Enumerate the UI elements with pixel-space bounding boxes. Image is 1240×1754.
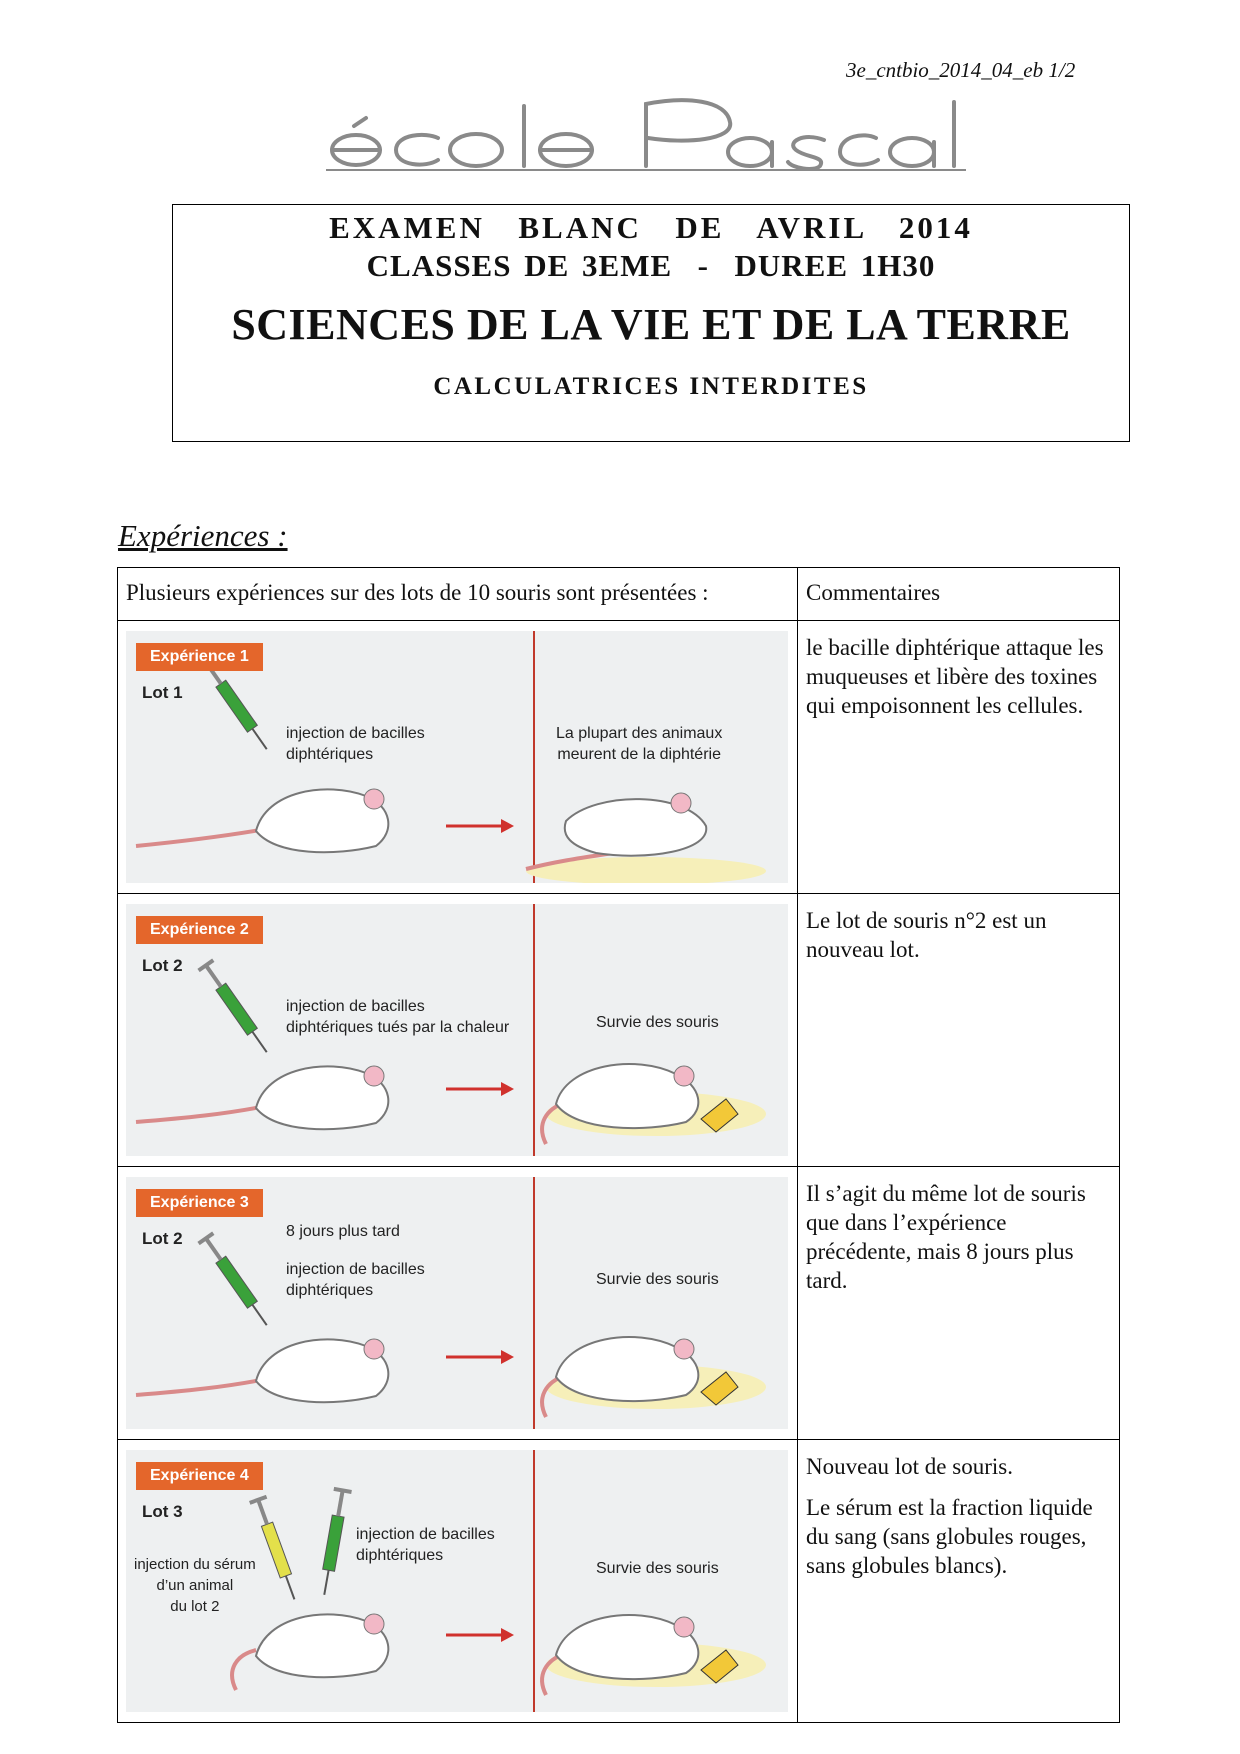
comment-text: le bacille diphtérique attaque les muqueuses et libère des toxines qui empoisonnent les cellules. [806, 635, 1104, 718]
subject-title: SCIENCES DE LA VIE ET DE LA TERRE [231, 300, 1071, 349]
school-logo-drawing [326, 96, 966, 176]
experiment-badge: Expérience 1 [136, 643, 263, 671]
section-title: Expériences : [118, 518, 288, 553]
school-logo [326, 96, 966, 176]
experiment-1-comment [798, 621, 1120, 894]
experiment-badge: Expérience 3 [136, 1189, 263, 1217]
experiment-row-2 [118, 894, 1120, 1167]
experiment-2-comment [798, 894, 1120, 1167]
experiment-figure-cell [118, 621, 798, 894]
mouse-icon [136, 1066, 388, 1129]
table-header-row [118, 568, 1120, 621]
experiment-3-figure [126, 1177, 788, 1429]
experiment-figure-cell [118, 1440, 798, 1723]
serum-label: injection du sérum d’un animal du lot 2 [134, 1556, 256, 1615]
experiment-row-4 [118, 1440, 1120, 1723]
experiment-badge: Expérience 4 [136, 1462, 263, 1490]
mouse-icon [232, 1614, 388, 1690]
comment-text: Le lot de souris n°2 est un nouveau lot. [806, 908, 1047, 962]
experiment-4-comment [798, 1440, 1120, 1723]
experiment-figure-cell [118, 1167, 798, 1440]
injection-label: injection de bacilles diphtériques [356, 1526, 495, 1564]
experiment-2-figure [126, 904, 788, 1156]
exam-header-box [172, 204, 1130, 442]
experiment-badge: Expérience 2 [136, 916, 263, 944]
mouse-icon [136, 1339, 388, 1402]
document-reference: 3e_cntbio_2014_04_eb 1/2 [846, 58, 1076, 82]
experiment-3-comment [798, 1167, 1120, 1440]
col2-header: Commentaires [798, 568, 1120, 621]
experiment-4-figure [126, 1450, 788, 1712]
syringe-icon [197, 959, 274, 1058]
arrow-icon [446, 819, 514, 833]
injection-label: injection de bacilles diphtériques [286, 725, 425, 763]
injection-label: injection de bacilles diphtériques [286, 1261, 425, 1299]
experiment-row-3 [118, 1167, 1120, 1440]
calculator-notice: CALCULATRICES INTERDITES [433, 373, 869, 400]
comment-text: Il s’agit du même lot de souris que dans l’expérience précédente, mais 8 jours plus tard. [806, 1181, 1086, 1293]
mouse-icon [136, 789, 388, 852]
syringe-icon [315, 1487, 351, 1596]
arrow-icon [446, 1082, 514, 1096]
arrow-icon [446, 1350, 514, 1364]
experiment-figure-cell [118, 894, 798, 1167]
class-duration: CLASSES DE 3EME - DUREE 1H30 [366, 248, 936, 283]
delay-label: 8 jours plus tard [286, 1223, 400, 1240]
experiment-row-1 [118, 621, 1120, 894]
serum-syringe-icon [249, 1495, 303, 1603]
lot-label: Lot 1 [142, 683, 183, 702]
result-label: Survie des souris [596, 1560, 719, 1577]
result-label: Survie des souris [596, 1014, 719, 1031]
comment-text: Nouveau lot de souris. [806, 1454, 1013, 1479]
arrow-icon [446, 1628, 514, 1642]
lot-label: Lot 2 [142, 956, 183, 975]
syringe-icon [197, 1232, 274, 1331]
experiments-table [117, 567, 1120, 1723]
exam-title: EXAMEN BLANC DE AVRIL 2014 [329, 210, 973, 245]
experiment-1-figure [126, 631, 788, 883]
col1-header: Plusieurs expériences sur des lots de 10 souris sont présentées : [118, 568, 798, 621]
injection-label: injection de bacilles diphtériques tués par la chaleur [286, 998, 510, 1036]
result-label: Survie des souris [596, 1271, 719, 1288]
comment-text-2: Le sérum est la fraction liquide du sang (sans globules rouges, sans globules blancs). [806, 1495, 1093, 1578]
lot-label: Lot 3 [142, 1502, 183, 1521]
result-label: La plupart des animaux meurent de la diphtérie [556, 725, 723, 763]
lot-label: Lot 2 [142, 1229, 183, 1248]
